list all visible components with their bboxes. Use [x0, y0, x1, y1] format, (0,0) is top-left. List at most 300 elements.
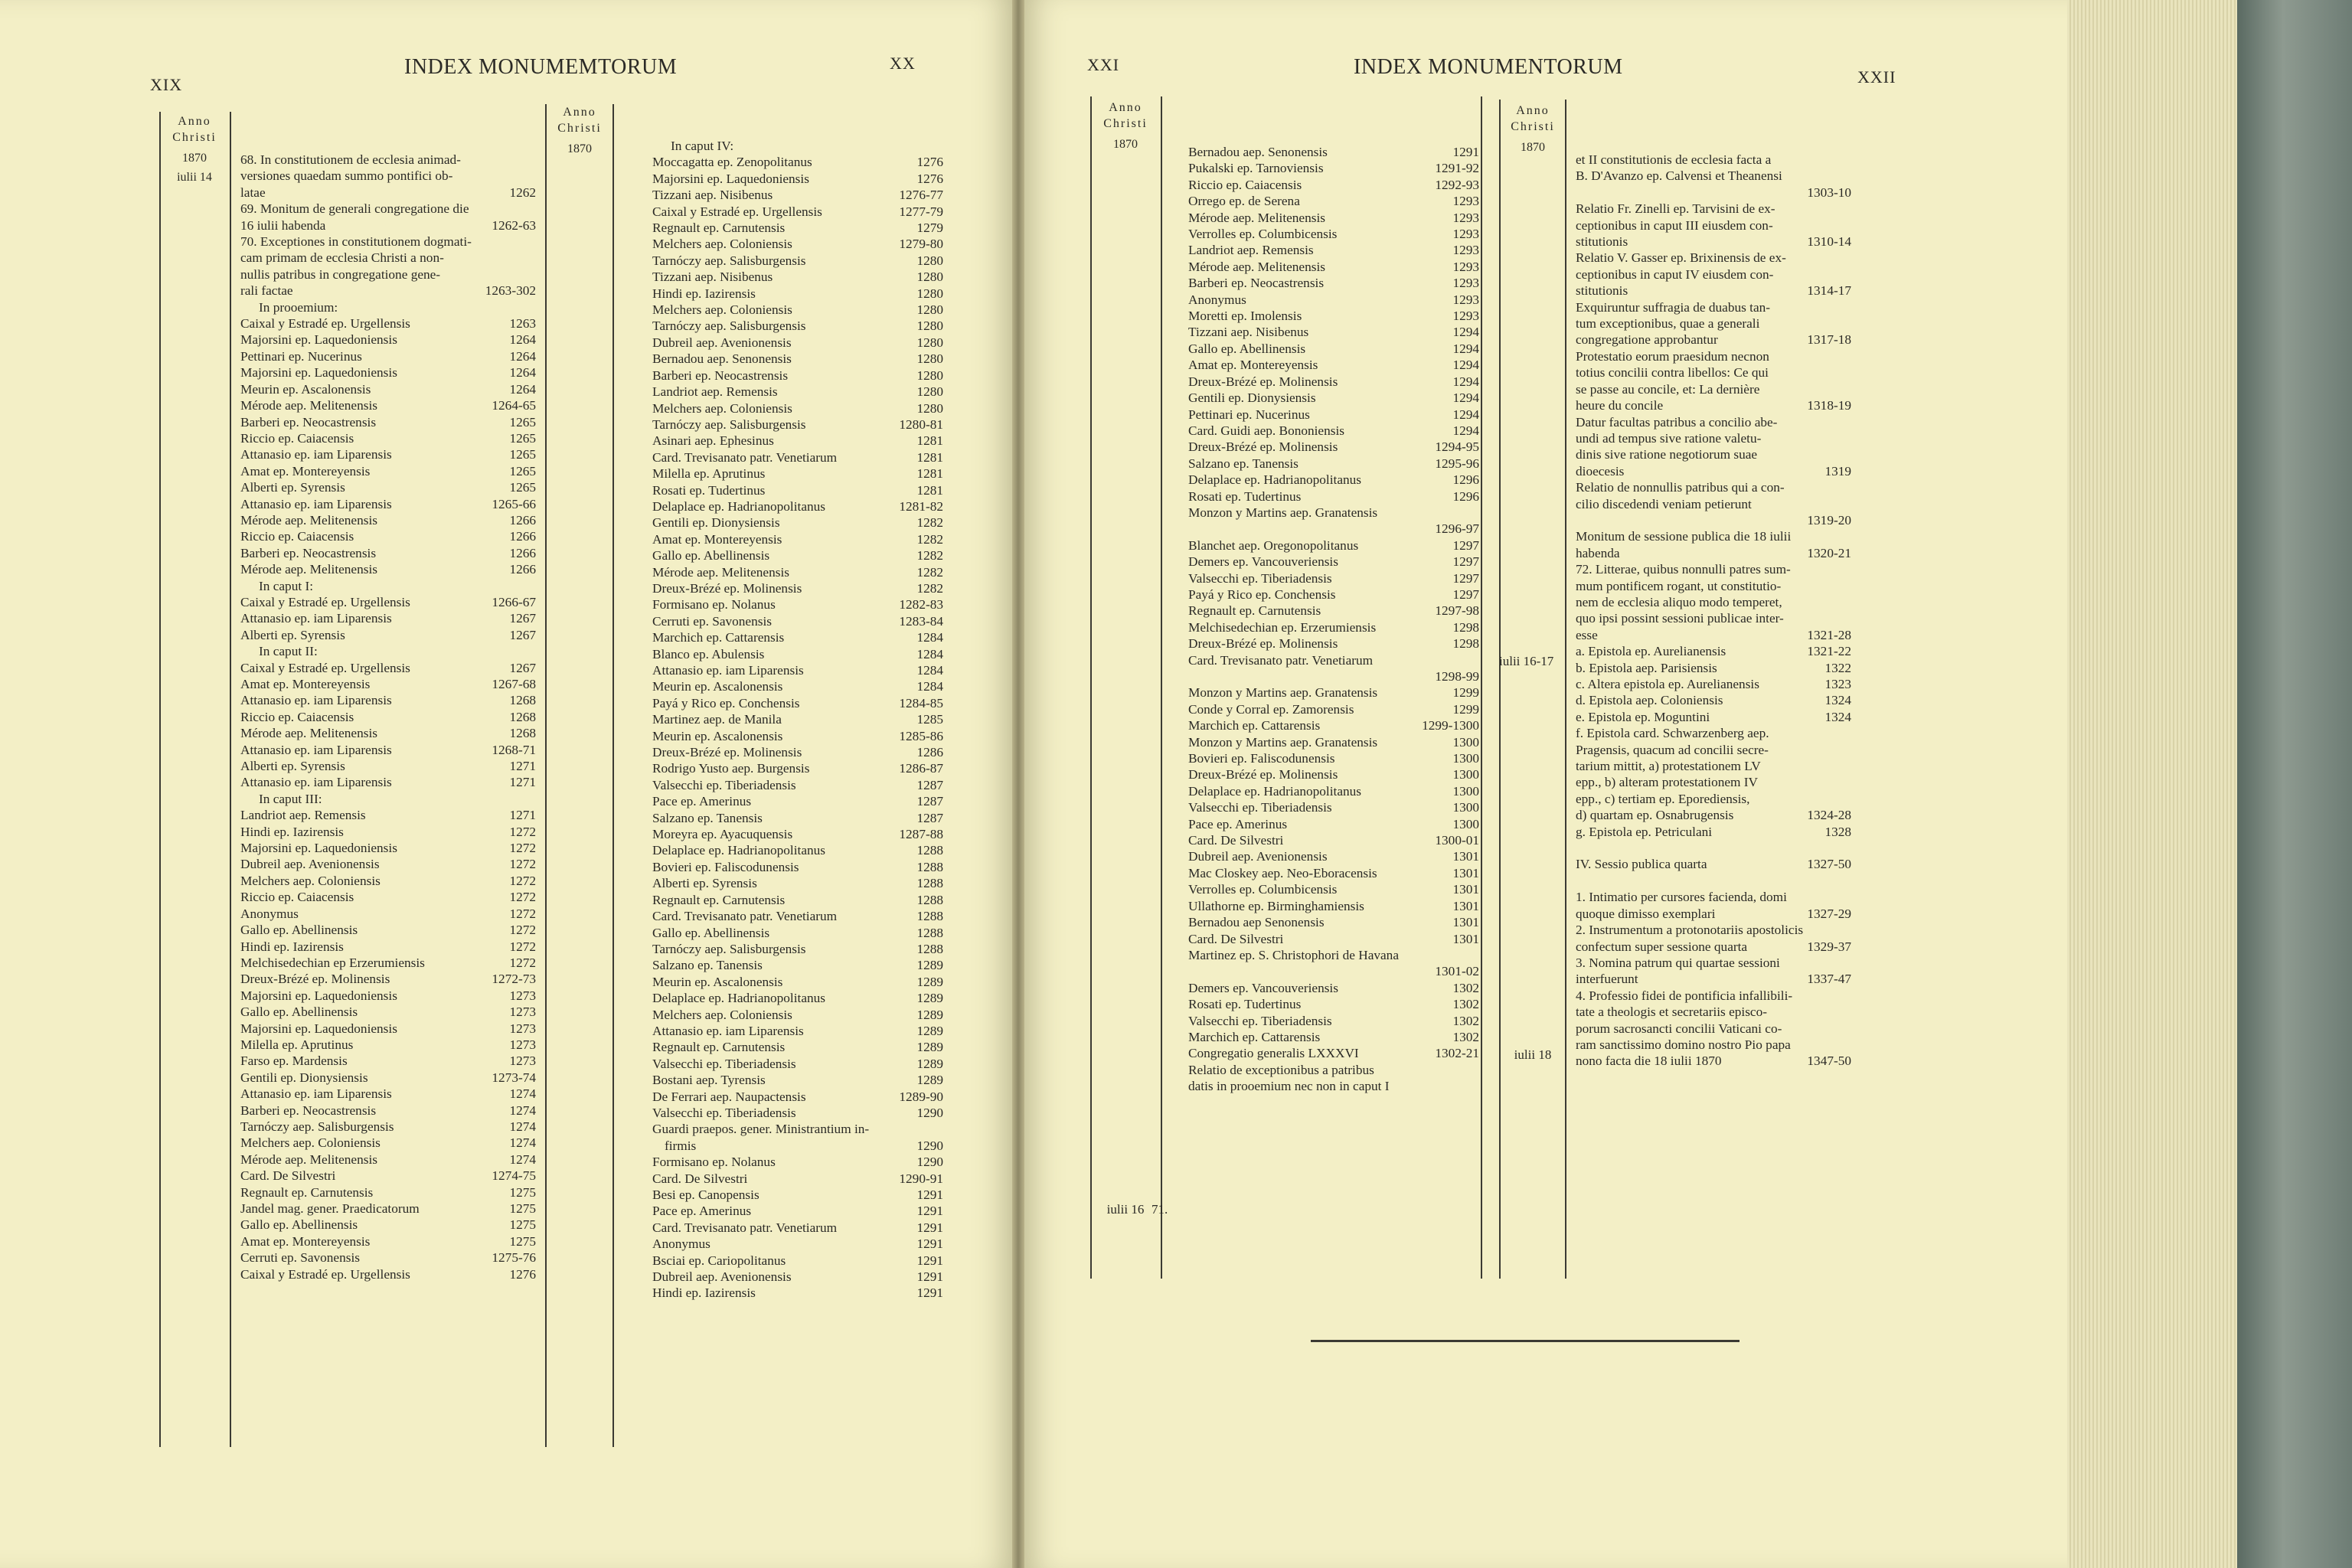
index-entry	[240, 758, 536, 774]
index-entry	[1576, 971, 1851, 987]
entry-page-reference: 1317-18	[1807, 332, 1851, 348]
entry-page-reference: 1272-73	[492, 972, 536, 987]
entry-page-reference: 1300	[1452, 800, 1479, 815]
entry-text: e. Epistola ep. Moguntini	[1576, 709, 1710, 724]
entry-text: Valsecchi ep. Tiberiadensis	[1188, 570, 1332, 586]
index-entry	[652, 498, 943, 514]
entry-text: Tizzani aep. Nisibenus	[1188, 325, 1309, 340]
index-entry	[652, 416, 943, 433]
entry-page-reference: 1272	[509, 873, 536, 888]
entry-text: Hindi ep. Iazirensis	[240, 824, 344, 839]
entry-text: Landriot aep. Remensis	[652, 384, 778, 400]
index-entry	[1576, 1053, 1851, 1069]
index-entry	[652, 810, 943, 826]
entry-text: Bovieri ep. Faliscodunensis	[1188, 751, 1335, 766]
index-entry	[240, 463, 536, 479]
index-entry	[240, 774, 536, 790]
index-entry	[1576, 578, 1851, 594]
date-iulii-18: iulii 18	[1514, 1047, 1552, 1062]
index-entry	[1188, 947, 1479, 963]
entry-text: Melchers aep. Coloniensis	[240, 873, 381, 888]
entry-page-reference: 1301	[1452, 931, 1479, 946]
index-entry	[240, 1250, 536, 1266]
book-page-edges	[2067, 0, 2237, 1568]
entry-page-reference: 1284	[916, 663, 943, 678]
index-entry	[1188, 881, 1479, 897]
entry-text: Riccio ep. Caiacensis	[240, 890, 354, 905]
entry-text: Farso ep. Mardensis	[240, 1054, 348, 1069]
entry-text: In caput III:	[259, 791, 322, 806]
index-entry	[240, 561, 536, 577]
index-entry	[1576, 283, 1851, 299]
entry-text: Marchich ep. Cattarensis	[1188, 1029, 1321, 1044]
index-entry	[240, 725, 536, 741]
entry-text: Mérode aep. Melitenensis	[240, 512, 377, 528]
entry-page-reference: 1268	[509, 709, 536, 724]
index-entry	[1188, 750, 1479, 766]
entry-text: mum pontificem rogant, ut constitutio-	[1576, 578, 1782, 593]
entry-text	[1576, 873, 1579, 889]
index-entry	[652, 302, 943, 318]
entry-page-reference: 1281	[916, 466, 943, 482]
entry-text: tum exceptionibus, quae a generali	[1576, 316, 1760, 332]
christi-label: Christi	[1511, 120, 1555, 133]
entry-page-reference: 1288	[916, 941, 943, 956]
index-entry	[1188, 717, 1479, 733]
index-entry	[240, 381, 536, 397]
entry-page-reference: 1294	[1452, 390, 1479, 406]
entry-page-reference: 1273	[509, 1004, 536, 1020]
entry-page-reference: 1347-50	[1807, 1054, 1851, 1069]
index-entry	[1188, 963, 1479, 979]
index-entry	[240, 627, 536, 643]
entry-page-reference: 1266	[509, 512, 536, 528]
index-entry	[1576, 643, 1851, 659]
entry-text: Verrolles ep. Columbicensis	[1188, 882, 1338, 897]
entry-text: Alberti ep. Syrensis	[240, 759, 345, 774]
entry-page-reference: 1296	[1452, 472, 1479, 488]
entry-text: Dubreil aep. Avenionensis	[1188, 849, 1328, 864]
index-entry	[652, 171, 943, 187]
entry-text: Delaplace ep. Hadrianopolitanus	[652, 498, 826, 514]
entry-text: Caixal y Estradé ep. Urgellensis	[240, 660, 410, 675]
entry-page-reference: 1293	[1452, 259, 1479, 274]
entry-page-reference: 1280	[916, 335, 943, 350]
entry-page-reference: 1294	[1452, 325, 1479, 340]
entry-text: heure du concile	[1576, 398, 1664, 413]
entry-text: Marchich ep. Cattarensis	[1188, 718, 1321, 733]
index-entry	[652, 629, 943, 645]
index-entry	[1188, 1078, 1479, 1094]
index-entry	[240, 1184, 536, 1200]
index-entry	[240, 594, 536, 610]
entry-page-reference: 1291	[916, 1285, 943, 1301]
index-entry	[1576, 627, 1851, 643]
index-entry	[240, 348, 536, 364]
index-entry	[1188, 390, 1479, 406]
index-entry	[652, 826, 943, 842]
entry-page-reference: 1280	[916, 368, 943, 383]
entry-text: Gallo ep. Abellinensis	[240, 1217, 358, 1233]
entry-text: Rosati ep. Tudertinus	[652, 482, 766, 498]
index-entry	[240, 709, 536, 725]
entry-page-reference: 1289-90	[899, 1089, 943, 1104]
entry-text: Pace ep. Amerinus	[1188, 816, 1288, 831]
entry-text: quoque dimisso exemplari	[1576, 906, 1716, 921]
entry-text	[1576, 840, 1579, 856]
entry-page-reference: 1301	[1452, 898, 1479, 913]
index-entry	[1576, 676, 1851, 692]
index-entry	[652, 892, 943, 908]
anno-label: Anno	[178, 115, 211, 128]
entry-page-reference: 1314-17	[1807, 283, 1851, 299]
index-entry	[1576, 348, 1851, 364]
index-entry	[652, 1138, 943, 1154]
entry-page-reference: 1288	[916, 925, 943, 940]
index-entry	[240, 840, 536, 856]
index-entry	[652, 925, 943, 941]
entry-page-reference: 1264-65	[492, 398, 536, 413]
entry-text: Guardi praepos. gener. Ministrantium in-	[652, 1122, 870, 1137]
entry-text: Card. Trevisanato patr. Venetiarum	[652, 449, 838, 465]
entry-text: Mérode aep. Melitenensis	[652, 564, 789, 580]
index-entry	[1188, 308, 1479, 324]
index-column-left-2	[652, 138, 943, 1302]
entry-text: Dubreil aep. Avenionensis	[652, 335, 792, 350]
index-entry	[652, 728, 943, 744]
entry-text: rali factae	[240, 283, 293, 299]
entry-page-reference: 1294-95	[1435, 439, 1479, 455]
entry-page-reference: 1297	[1452, 554, 1479, 570]
entry-text: Gentili ep. Dionysiensis	[1188, 390, 1316, 406]
entry-text: cilio discedendi veniam petierunt	[1576, 496, 1752, 511]
entry-page-reference: 1291	[916, 1220, 943, 1235]
entry-page-reference: 1294	[1452, 374, 1479, 389]
entry-text: Card. De Silvestri	[240, 1168, 336, 1184]
entry-text: Tarnóczy aep. Salisburgensis	[652, 318, 806, 334]
closing-rule	[1311, 1340, 1740, 1342]
index-entry	[1188, 160, 1479, 176]
index-entry	[1576, 217, 1851, 234]
index-entry	[1188, 799, 1479, 815]
entry-page-reference: 1301	[1452, 849, 1479, 864]
entry-text: Bostani aep. Tyrensis	[652, 1073, 766, 1088]
entry-text: Regnault ep. Carnutensis	[1188, 603, 1321, 619]
entry-text: Attanasio ep. iam Liparensis	[652, 663, 804, 678]
entry-page-reference: 1296	[1452, 488, 1479, 504]
index-column-right-2	[1576, 152, 1851, 1070]
entry-text: Milella ep. Aprutinus	[240, 1037, 354, 1052]
index-entry	[652, 514, 943, 531]
entry-page-reference: 1289	[916, 974, 943, 989]
entry-page-reference: 1282	[916, 564, 943, 580]
entry-page-reference: 1302	[1452, 997, 1479, 1012]
entry-page-reference: 1274	[509, 1135, 536, 1151]
page-number-xxi: XXI	[1087, 55, 1120, 74]
entry-page-reference: 1299-1300	[1422, 718, 1479, 733]
entry-text: stitutionis	[1576, 234, 1628, 250]
entry-page-reference: 1300	[1452, 767, 1479, 782]
entry-text: Salzano ep. Tanensis	[652, 958, 763, 973]
entry-text: Demers ep. Vancouveriensis	[1188, 554, 1338, 570]
entry-text: Card. De Silvestri	[1188, 833, 1284, 848]
index-entry	[652, 957, 943, 973]
entry-page-reference: 1275	[509, 1201, 536, 1216]
index-entry	[652, 875, 943, 891]
entry-page-reference: 1324	[1824, 709, 1851, 724]
index-entry	[1576, 561, 1851, 577]
entry-text: Dreux-Brézé ep. Molinensis	[652, 745, 802, 760]
index-entry	[1188, 766, 1479, 782]
index-entry	[1188, 210, 1479, 226]
entry-text: Meurin ep. Ascalonensis	[240, 381, 371, 397]
entry-text: Pace ep. Amerinus	[652, 794, 752, 809]
index-entry	[240, 364, 536, 381]
index-entry	[652, 1072, 943, 1088]
entry-text: Salzano ep. Tanensis	[1188, 456, 1298, 471]
entry-text: Bovieri ep. Faliscodunensis	[652, 859, 799, 874]
page-header-title: INDEX MONUMENTORUM	[1354, 55, 1623, 79]
anno-christi-label	[1089, 100, 1162, 152]
entry-page-reference: 1298-99	[1435, 669, 1479, 684]
entry-page-reference: 1280	[916, 400, 943, 416]
entry-text: cam primam de ecclesia Christi a non-	[240, 250, 444, 266]
entry-text: Blanchet aep. Oregonopolitanus	[1188, 537, 1359, 553]
entry-text: Anonymus	[652, 1236, 710, 1252]
column-rule	[1161, 96, 1162, 1279]
index-entry	[652, 1253, 943, 1269]
index-entry	[1576, 381, 1851, 397]
entry-page-reference: 1284	[916, 630, 943, 645]
entry-text: porum sacrosancti concilii Vaticani co-	[1576, 1021, 1782, 1036]
anno-christi-label	[157, 113, 232, 185]
index-entry	[240, 250, 536, 266]
entry-page-reference: 1276-77	[899, 188, 943, 203]
entry-text: Blanco ep. Abulensis	[652, 646, 765, 662]
index-entry	[652, 1220, 943, 1236]
entry-text: Card. Trevisanato patr. Venetiarum	[652, 909, 838, 924]
index-entry	[240, 676, 536, 692]
entry-text: Delaplace ep. Hadrianopolitanus	[652, 843, 826, 858]
entry-page-reference: 1283-84	[899, 613, 943, 629]
index-entry	[240, 807, 536, 823]
entry-text: nullis patribus in congregatione gene-	[240, 266, 441, 282]
book-gutter	[1012, 0, 1024, 1568]
index-entry	[240, 201, 536, 217]
entry-page-reference: 1284	[916, 679, 943, 694]
index-entry	[240, 1037, 536, 1053]
entry-text: Orrego ep. de Serena	[1188, 194, 1300, 209]
index-entry	[652, 547, 943, 564]
entry-page-reference: 1300	[1452, 751, 1479, 766]
index-entry	[1576, 545, 1851, 561]
index-entry	[652, 596, 943, 612]
column-rule	[1499, 100, 1501, 1279]
entry-text: Attanasio ep. iam Liparensis	[240, 611, 392, 626]
index-entry	[1188, 914, 1479, 930]
entry-text: Relatio Fr. Zinelli ep. Tarvisini de ex-	[1576, 201, 1775, 217]
index-entry	[652, 351, 943, 367]
entry-text: Tarnóczy aep. Salisburgensis	[652, 253, 806, 268]
index-entry	[240, 1053, 536, 1069]
index-entry	[240, 1200, 536, 1217]
entry-text: Regnault ep. Carnutensis	[652, 892, 786, 907]
entry-text: 68. In constitutionem de ecclesia animad-	[240, 152, 461, 167]
index-entry	[1188, 521, 1479, 537]
entry-text: latae	[240, 185, 266, 200]
entry-text: a. Epistola ep. Aurelianensis	[1576, 644, 1726, 659]
index-entry	[652, 711, 943, 727]
index-entry	[240, 1086, 536, 1102]
entry-page-reference: 1289	[916, 1056, 943, 1071]
index-entry	[652, 1007, 943, 1023]
index-entry	[1576, 840, 1851, 856]
entry-text: Attanasio ep. iam Liparensis	[240, 742, 392, 757]
entry-page-reference: 1297	[1452, 537, 1479, 553]
anno-label: Anno	[1109, 101, 1142, 114]
index-entry	[240, 168, 536, 184]
entry-text: In caput IV:	[671, 139, 734, 153]
index-entry	[652, 531, 943, 547]
entry-page-reference: 1300	[1452, 816, 1479, 831]
index-entry	[240, 578, 536, 594]
index-entry	[1576, 397, 1851, 413]
entry-text: Melchers aep. Coloniensis	[240, 1135, 381, 1151]
entry-page-reference: 1263	[509, 316, 536, 332]
entry-text: Barberi ep. Neocastrensis	[240, 1102, 377, 1118]
entry-text: Dreux-Brézé ep. Molinensis	[1188, 636, 1338, 652]
entry-text: Melchers aep. Coloniensis	[652, 1007, 792, 1022]
entry-page-reference: 1291	[916, 1204, 943, 1219]
index-entry	[240, 1004, 536, 1020]
index-entry	[1188, 684, 1479, 701]
entry-page-reference: 1287	[916, 794, 943, 809]
entry-text: nono facta die 18 iulii 1870	[1576, 1054, 1722, 1069]
index-entry	[1188, 668, 1479, 684]
entry-page-reference: 1265-66	[492, 496, 536, 511]
index-entry	[240, 889, 536, 905]
index-entry	[652, 1039, 943, 1055]
entry-page-reference: 1267	[509, 660, 536, 675]
entry-text: Attanasio ep. iam Liparensis	[240, 1086, 392, 1102]
entry-page-reference: 1291	[916, 1269, 943, 1285]
entry-page-reference: 1294	[1452, 341, 1479, 356]
entry-page-reference: 1289	[916, 1073, 943, 1088]
background-surface	[2237, 0, 2352, 1568]
index-entry	[652, 1285, 943, 1301]
index-column-right-1	[1188, 144, 1479, 1095]
entry-page-reference: 1281	[916, 433, 943, 449]
entry-page-reference: 1272	[509, 923, 536, 938]
index-entry	[1576, 988, 1851, 1004]
index-entry	[652, 1187, 943, 1203]
index-entry	[652, 777, 943, 793]
entry-text: Moccagatta ep. Zenopolitanus	[652, 155, 812, 170]
entry-page-reference: 1280	[916, 286, 943, 301]
entry-text: et II constitutionis de ecclesia facta a	[1576, 152, 1772, 167]
index-entry	[240, 528, 536, 544]
christi-label: Christi	[557, 122, 602, 135]
entry-page-reference: 1274	[509, 1152, 536, 1167]
column-rule	[545, 104, 547, 1447]
entry-page-reference: 1280	[916, 253, 943, 268]
entry-text: Riccio ep. Caiacensis	[240, 709, 354, 724]
entry-text: Amat ep. Montereyensis	[240, 463, 371, 479]
entry-page-reference: 1280	[916, 351, 943, 367]
entry-text: f. Epistola card. Schwarzenberg aep.	[1576, 726, 1769, 741]
index-entry	[1576, 364, 1851, 381]
index-entry	[240, 397, 536, 413]
index-entry	[1576, 528, 1851, 544]
entry-text: d) quartam ep. Osnabrugensis	[1576, 808, 1734, 823]
entry-text: Melchisedechian ep Erzerumiensis	[240, 955, 425, 970]
entry-page-reference: 1293	[1452, 276, 1479, 291]
entry-page-reference: 1289	[916, 1007, 943, 1022]
index-entry	[240, 217, 536, 234]
entry-text: Regnault ep. Carnutensis	[240, 1184, 374, 1200]
index-entry	[240, 1152, 536, 1168]
index-entry	[240, 939, 536, 955]
entry-page-reference: 1328	[1824, 824, 1851, 839]
index-entry	[1188, 1013, 1479, 1029]
index-entry	[1188, 324, 1479, 340]
entry-text: Salzano ep. Tanensis	[652, 810, 763, 825]
entry-page-reference: 1297-98	[1435, 603, 1479, 619]
index-column-left-1	[240, 152, 536, 1282]
index-entry	[240, 1021, 536, 1037]
entry-page-reference: 1266-67	[492, 594, 536, 609]
entry-text: Meurin ep. Ascalonensis	[652, 679, 783, 694]
entry-page-reference: 1302	[1452, 1013, 1479, 1028]
entry-page-reference: 1275	[509, 1233, 536, 1249]
entry-page-reference: 1294	[1452, 358, 1479, 373]
index-entry	[240, 692, 536, 708]
entry-page-reference: 1299	[1452, 685, 1479, 701]
index-entry	[652, 908, 943, 924]
entry-text: Gentili ep. Dionysiensis	[652, 515, 780, 531]
entry-text: Delaplace ep. Hadrianopolitanus	[652, 991, 826, 1006]
entry-text: firmis	[665, 1138, 697, 1153]
anno-christi-label-2	[1498, 103, 1568, 155]
page-number-xx: XX	[890, 54, 916, 73]
index-entry	[1188, 341, 1479, 357]
entry-text: Caixal y Estradé ep. Urgellensis	[240, 316, 410, 332]
entry-text: Rosati ep. Tudertinus	[1188, 488, 1302, 504]
index-entry	[1576, 1004, 1851, 1020]
entry-text: Demers ep. Vancouveriensis	[1188, 980, 1338, 995]
index-entry	[1188, 734, 1479, 750]
entry-page-reference: 1319-20	[1807, 512, 1851, 528]
entry-page-reference: 1265	[509, 447, 536, 462]
index-entry	[1576, 660, 1851, 676]
entry-page-reference: 1310-14	[1807, 234, 1851, 250]
entry-text: Melchers aep. Coloniensis	[652, 400, 792, 416]
entry-text: Payá y Rico ep. Conchensis	[652, 695, 800, 710]
entry-page-reference: 1294	[1452, 423, 1479, 438]
entry-page-reference: 1265	[509, 414, 536, 430]
entry-page-reference: 1273	[509, 1037, 536, 1052]
anno-christi-label-2	[545, 104, 614, 157]
index-entry	[652, 286, 943, 302]
index-entry	[240, 1102, 536, 1119]
entry-page-reference: 1282	[916, 515, 943, 531]
entry-text: Mérode aep. Melitenensis	[240, 562, 377, 577]
index-entry	[1188, 783, 1479, 799]
entry-page-reference: 1282-83	[899, 597, 943, 612]
index-entry	[1576, 430, 1851, 446]
entry-text: Asinari aep. Ephesinus	[652, 433, 774, 449]
entry-text: tarium mittit, a) protestationem LV	[1576, 759, 1761, 774]
